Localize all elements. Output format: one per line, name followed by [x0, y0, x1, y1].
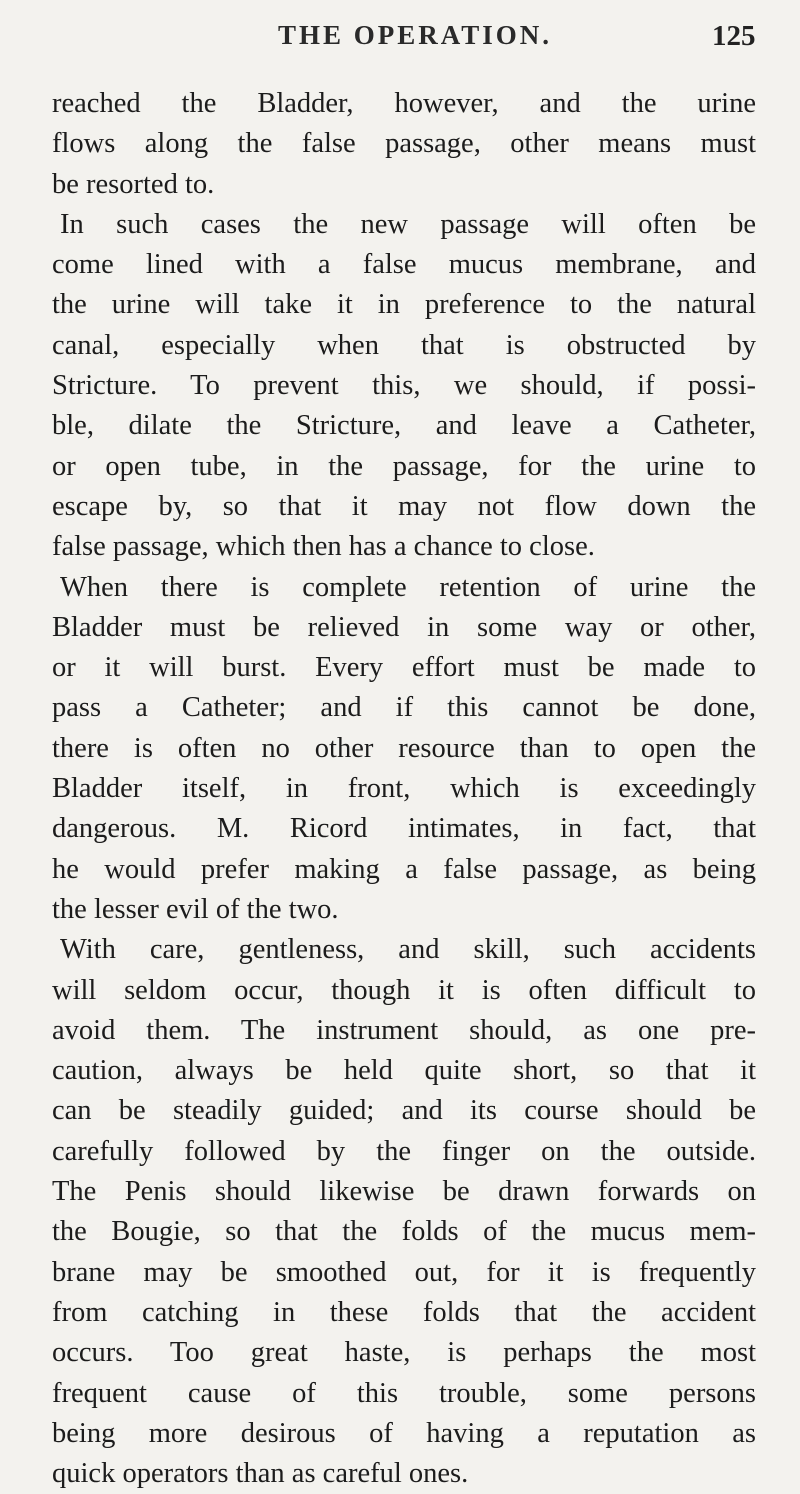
text-line: With care, gentleness, and skill, such accidents: [60, 934, 756, 966]
text-line: Bladder must be relieved in some way or other,: [52, 611, 756, 643]
text-line: frequent cause of this trouble, some persons: [52, 1377, 756, 1409]
text-line: When there is complete retention of urine the: [60, 571, 756, 603]
text-line: he would prefer making a false passage, as being: [52, 853, 756, 885]
text-line: quick operators than as careful ones.: [52, 1458, 469, 1490]
text-line: caution, always be held quite short, so that it: [52, 1055, 756, 1087]
text-line: come lined with a false mucus membrane, and: [52, 249, 756, 281]
text-line: carefully followed by the finger on the outside.: [52, 1135, 756, 1167]
page-number: 125: [712, 20, 756, 52]
text-line: brane may be smoothed out, for it is frequently: [52, 1256, 756, 1288]
text-line: Stricture. To prevent this, we should, if possi-: [52, 370, 756, 402]
running-title: THE OPERATION.: [278, 20, 553, 50]
text-line: pass a Catheter; and if this cannot be done,: [52, 692, 756, 724]
text-line: escape by, so that it may not flow down the: [52, 490, 756, 522]
text-line: from catching in these folds that the accident: [52, 1296, 756, 1328]
text-line: reached the Bladder, however, and the urine: [52, 88, 756, 119]
text-line: being more desirous of having a reputation as: [52, 1417, 756, 1449]
text-line: the Bougie, so that the folds of the mucus mem-: [52, 1216, 756, 1248]
text-line: or it will burst. Every effort must be made to: [52, 652, 756, 684]
text-line: In such cases the new passage will often be: [60, 208, 756, 240]
text-line: canal, especially when that is obstructed by: [52, 329, 756, 361]
text-line: can be steadily guided; and its course should be: [52, 1095, 756, 1127]
text-line: the urine will take it in preference to the natural: [52, 289, 756, 321]
text-line: dangerous. M. Ricord intimates, in fact, that: [52, 813, 756, 845]
text-line: avoid them. The instrument should, as one pre-: [52, 1014, 756, 1046]
text-line: or open tube, in the passage, for the urine to: [52, 450, 756, 482]
text-line: there is often no other resource than to open the: [52, 732, 756, 764]
text-line: be resorted to.: [52, 168, 215, 200]
text-line: false passage, which then has a chance to close.: [52, 531, 595, 563]
body-text: [52, 84, 756, 1494]
text-line: Bladder itself, in front, which is exceedingly: [52, 773, 756, 805]
text-line: occurs. Too great haste, is perhaps the most: [52, 1337, 756, 1369]
running-head: [0, 20, 800, 68]
text-line: ble, dilate the Stricture, and leave a Catheter,: [52, 410, 756, 442]
text-line: The Penis should likewise be drawn forwards on: [52, 1176, 756, 1208]
text-line: will seldom occur, though it is often difficult to: [52, 974, 756, 1006]
text-line: flows along the false passage, other means must: [52, 128, 756, 160]
text-line: the lesser evil of the two.: [52, 893, 339, 925]
